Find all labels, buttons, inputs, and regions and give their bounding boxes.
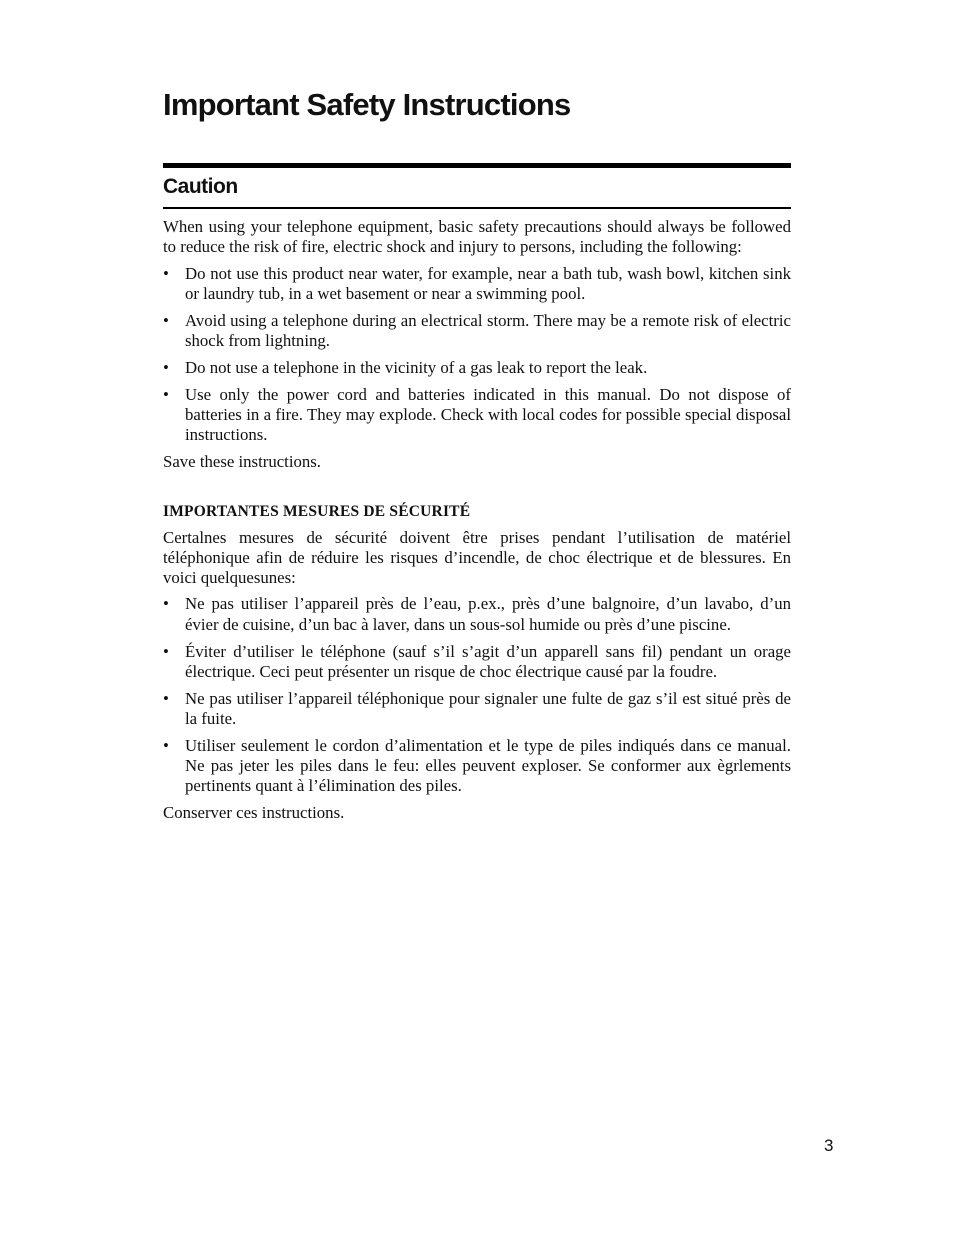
french-closing: Conserver ces instructions. [163, 803, 345, 823]
list-item [163, 311, 791, 352]
page-title: Important Safety Instructions [163, 87, 571, 122]
list-item [163, 264, 791, 305]
list-item [163, 689, 791, 730]
list-item [163, 642, 791, 683]
french-heading: IMPORTANTES MESURES DE SÉCURITÉ [163, 503, 471, 521]
bullet-icon: • [163, 263, 169, 283]
list-item-text: Utiliser seulement le cordon d’alimentation et le type de piles indiqués dans ce manual. Ne pas jeter les piles dans le feu: elles peuvent exploser. Se conformer aux ègrlements pertinents quant à l’élimination des piles. [185, 735, 791, 796]
french-list [163, 594, 791, 796]
bullet-icon: • [163, 594, 169, 614]
list-item-text: Avoid using a telephone during an electrical storm. There may be a remote risk of electric shock from lightning. [185, 310, 791, 350]
page-number: 3 [824, 1136, 834, 1155]
instructions-body [163, 217, 791, 829]
bullet-icon: • [163, 641, 169, 661]
french-intro: Certalnes mesures de sécurité doivent être prises pendant l’utilisation de matériel téléphonique afin de réduire les risques d’incendle, de choc électrique et de blessures. En voici quelquesunes: [163, 527, 791, 588]
list-item-text: Ne pas utiliser l’appareil téléphonique pour signaler une fulte de gaz s’il est situé près de la fuite. [185, 688, 791, 728]
section-divider-thick [163, 163, 791, 168]
list-item-text: Use only the power cord and batteries indicated in this manual. Do not dispose of batteries in a fire. They may explode. Check with local codes for possible special disposal instructions. [185, 384, 791, 445]
bullet-icon: • [163, 357, 169, 377]
bullet-icon: • [163, 688, 169, 708]
list-item-text: Éviter d’utiliser le téléphone (sauf s’il s’agit d’un apparell sans fil) pendant un orage électrique. Ceci peut présenter un risque de choc électrique causé par la foudre. [185, 641, 791, 681]
caution-heading: Caution [163, 175, 238, 198]
bullet-icon: • [163, 735, 169, 755]
list-item-text: Do not use a telephone in the vicinity of a gas leak to report the leak. [185, 357, 648, 377]
section-divider-thin [163, 207, 791, 209]
list-item-text: Do not use this product near water, for example, near a bath tub, wash bowl, kitchen sink or laundry tub, in a wet basement or near a swimming pool. [185, 263, 791, 303]
bullet-icon: • [163, 310, 169, 330]
list-item [163, 358, 791, 378]
list-item [163, 594, 791, 635]
caution-list [163, 264, 791, 446]
bullet-icon: • [163, 384, 169, 404]
caution-closing: Save these instructions. [163, 451, 321, 471]
list-item-text: Ne pas utiliser l’appareil près de l’eau, p.ex., près d’une balgnoire, d’un lavabo, d’un évier de cuisine, d’un bac à laver, dans un sous-sol humide ou près d’une piscine. [185, 594, 791, 634]
caution-intro: When using your telephone equipment, basic safety precautions should always be followed to reduce the risk of fire, electric shock and injury to persons, including the following: [163, 217, 791, 257]
list-item [163, 736, 791, 797]
list-item [163, 385, 791, 446]
